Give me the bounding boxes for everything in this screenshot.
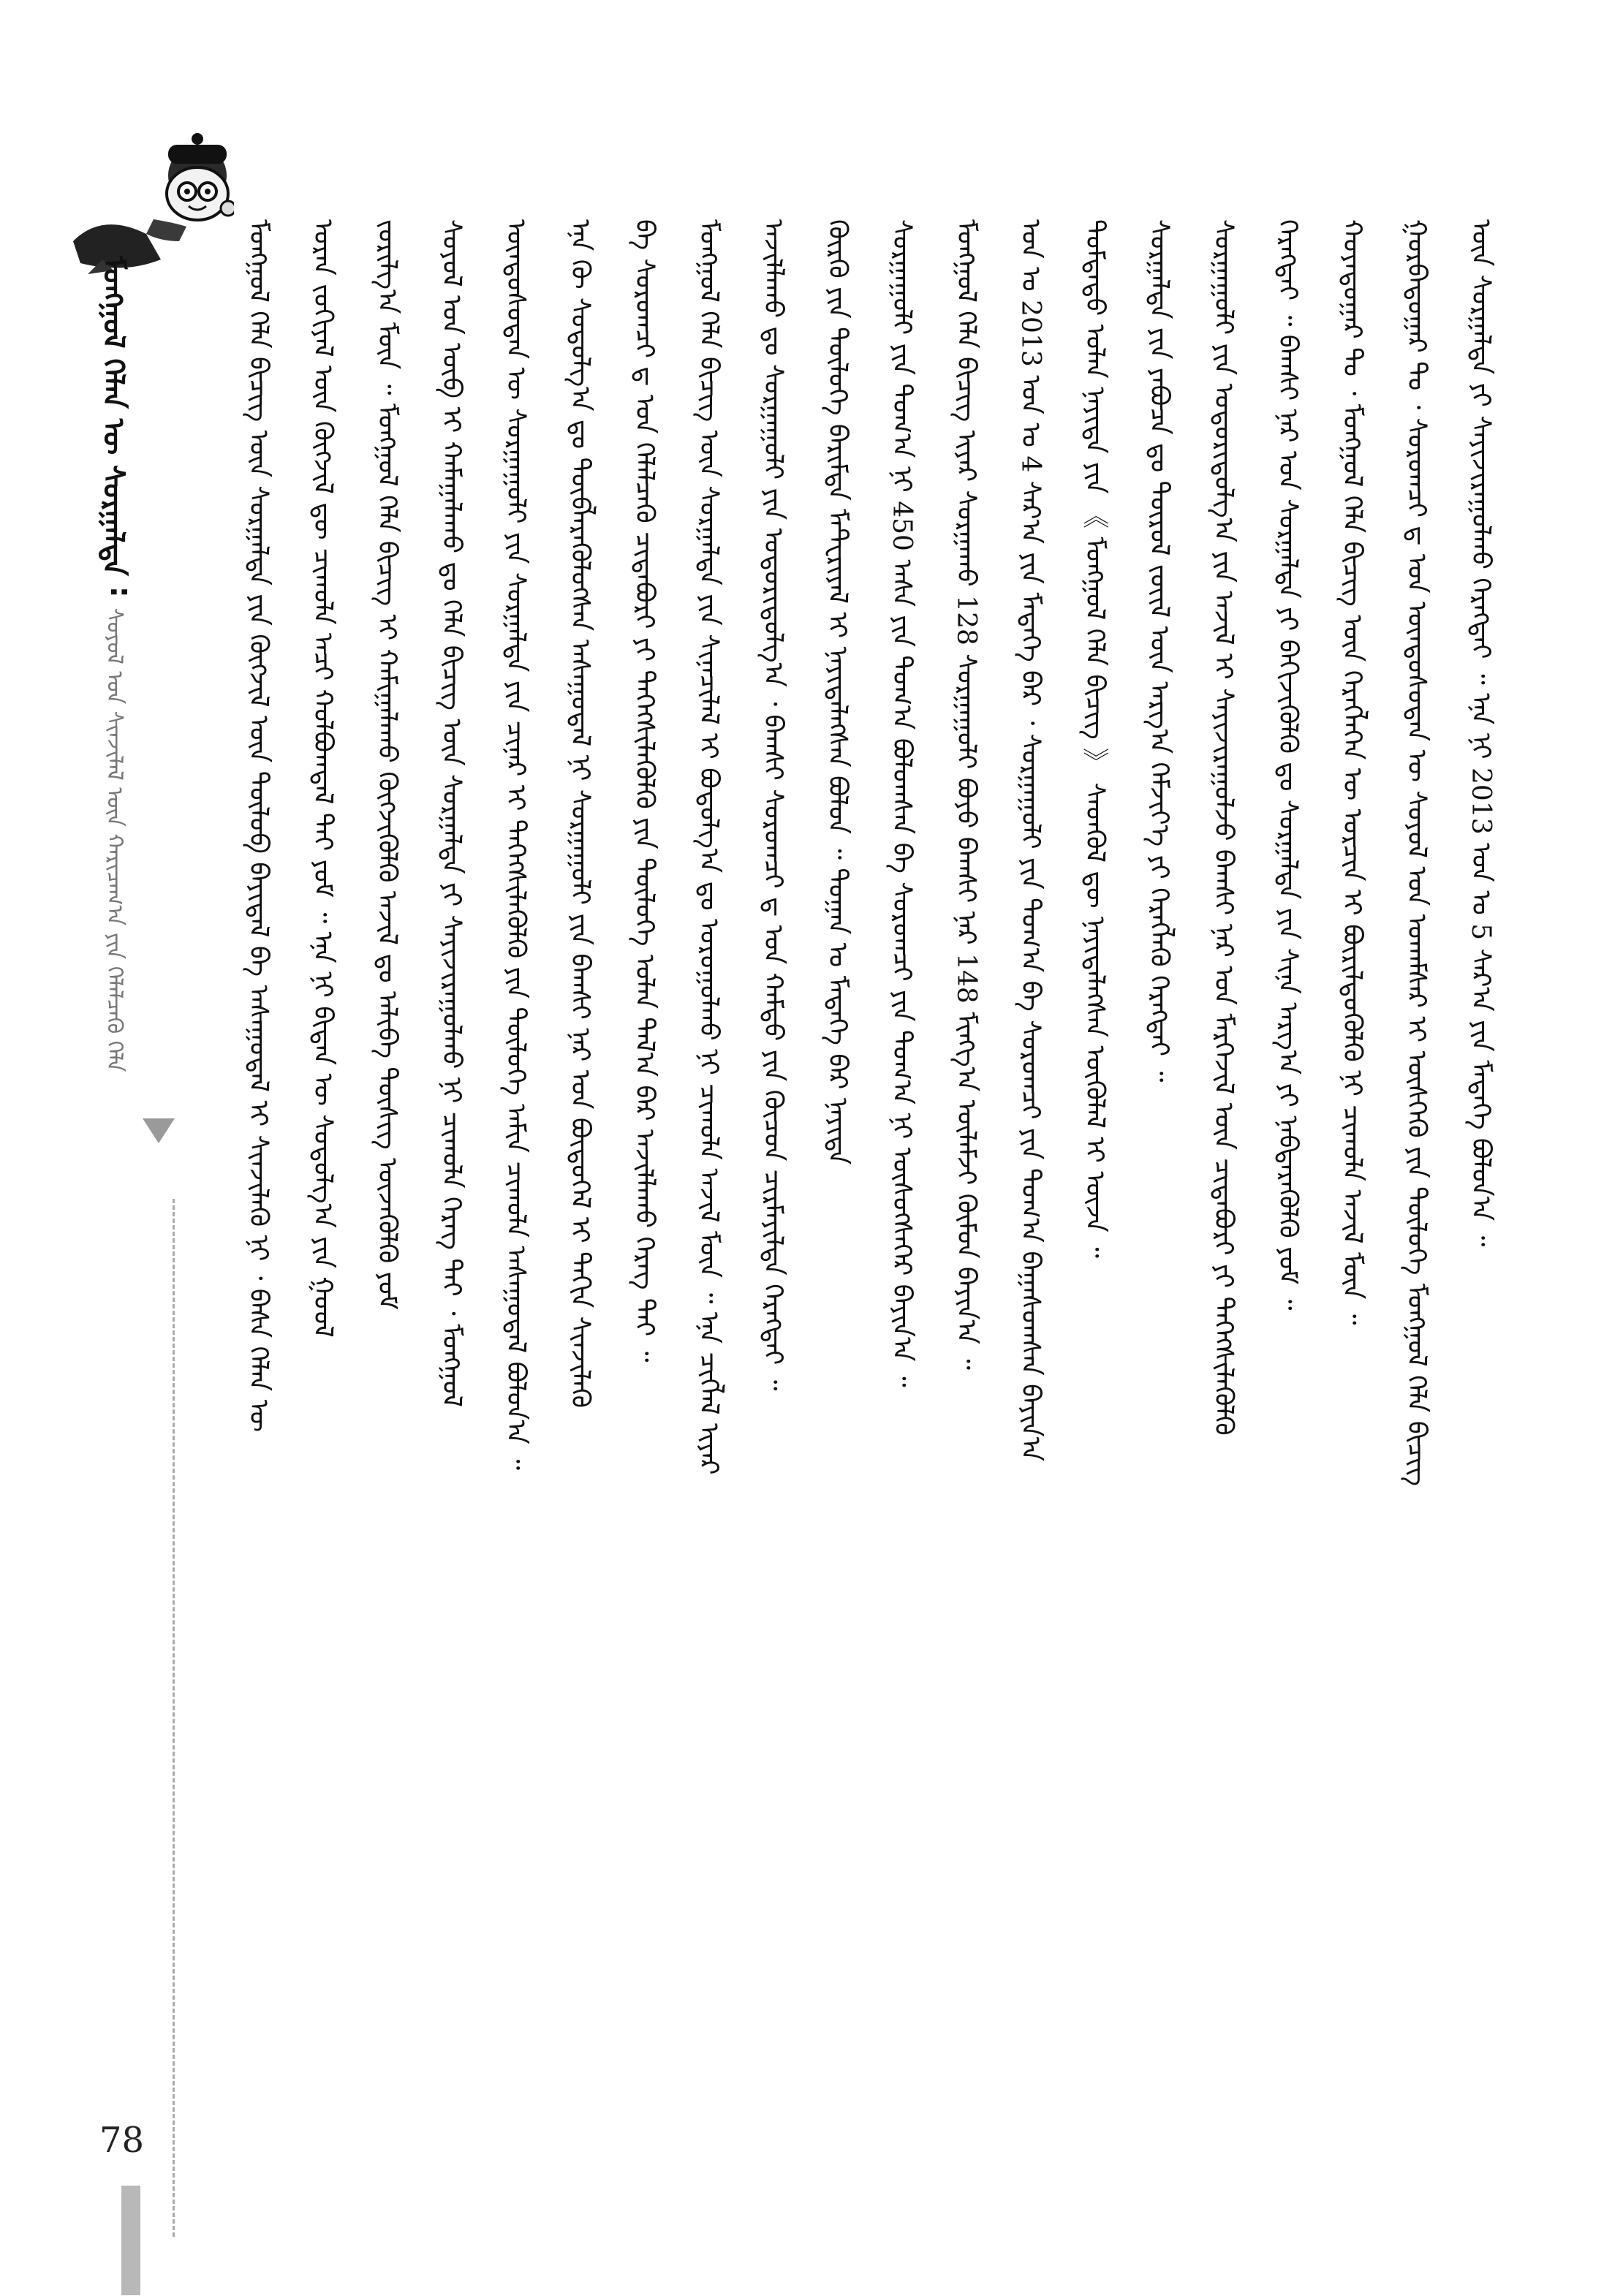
text-column-line: ᠬᠡᠷᠡᠭᠲᠡᠶ ᠃ ᠪᠠᠭᠰᠢ ᠨᠠᠷ ᠤᠨ ᠰᠤᠷᠭᠠᠯᠲᠠ ᠶᠢ ᠪᠡᠬᠢᠵᠢᠭᠦᠯᠬᠦ ᠳᠤ ᠰᠤᠷᠭᠠᠯᠲᠠ ᠶᠢᠨ ᠰᠢᠨᠡ ᠠᠷᠭ᠎ᠠ ᠶᠢ ᠨᠡᠪᠲᠡᠷᠡᠭᠦᠯᠬᠦ ᠶᠤᠮ ᠃ [1273,219,1303,1311]
header-subtitle: ᠰᠣᠶᠣᠯ ᠤᠨ ᠰᠢᠨᠵᠢᠯᠡᠯ ᠦᠨ ᠬᠠᠷᠢᠴᠠᠭ᠎ᠠ ᠶᠢᠨ ᠬᠡᠯᠡᠯᠴᠡᠬᠦ ᠬᠡᠯᠡ [102,607,128,1072]
text-column [1006,219,1054,2076]
text-column [491,219,540,2076]
text-column [749,219,797,2076]
text-column [1199,219,1247,2076]
text-column-line: ᠬᠦᠷᠬᠦ ᠶᠢᠨ ᠲᠥᠯᠥᠭᠡ ᠪᠠᠷᠢᠮᠲᠠ ᠮᠠᠲ᠋ᠧᠷᠢᠶᠠᠯ ᠢ ᠨᠡᠶᠢᠲᠡᠯᠡᠭᠰᠡᠨ ᠪᠣᠯᠤᠨ ᠃ ᠲᠣᠭᠠᠨ ᠤ ᠮᠡᠳᠡᠭᠡ ᠪᠡᠷ ᠨᠡᠶᠢᠲᠡ [822,219,852,1165]
text-column [942,219,990,2076]
text-column-line: ᠭᠤᠷᠪᠠᠳᠤᠭᠠᠷ ᠲᠤ ᠂ ᠰᠤᠷᠤᠭᠴᠢ ᠳ ᠤᠨ ᠦᠨᠳᠦᠰᠦᠲᠡᠨ ᠦ ᠰᠣᠶᠣᠯ ᠤᠨ ᠤᠬᠠᠮᠰᠠᠷ ᠢ ᠥᠰᠬᠡᠬᠦ ᠶᠢᠨ ᠲᠥᠯᠥᠭᠡ ᠮᠣᠩᠭᠣᠯ ᠬᠡᠯᠡ ᠪᠢᠴᠢᠭ [1401,219,1431,1486]
text-column [427,219,475,2076]
text-column-line: ᠰᠤᠷᠭᠠᠭᠤᠯᠢ ᠶᠢᠨ ᠲᠣᠭ᠎ᠠ ᠨᠢ 450 ᠠᠰᠠ ᠶᠢᠨ ᠲᠣᠭ᠎ᠠ ᠪᠣᠯᠤᠭᠰᠠᠨ ᠪᠠ ᠰᠤᠷᠤᠭᠴᠢ ᠶᠢᠨ ᠲᠣᠭ᠎ᠠ ᠨᠢ ᠥᠰᠦᠭᠰᠡᠭᠡᠷ ᠪᠠᠶᠢᠨ᠎ᠠ ᠃ [887,219,917,1387]
text-column-line: ᠤᠷᠠᠨ ᠵᠣᠬᠢᠶᠠᠯ ᠦᠨ ᠬᠥᠭᠵᠢᠯ ᠳᠦ ᠴᠢᠬᠤᠯᠠ ᠠᠴᠢ ᠬᠣᠯᠪᠣᠭᠳᠠᠯ ᠲᠠᠢ ᠶᠤᠮ ᠃ ᠡᠨᠡ ᠨᠢ ᠪᠢᠳᠡᠨ ᠦ ᠰᠤᠳᠤᠯᠭ᠎ᠠ ᠶᠢᠨ ᠭᠣᠣᠯ [308,219,338,1338]
text-column-line: ᠰᠣᠶᠣᠯ ᠤᠨ ᠥᠪ ᠢ ᠬᠠᠮᠠᠭᠠᠯᠠᠬᠤ ᠳᠤ ᠬᠡᠯᠡ ᠪᠢᠴᠢᠭ ᠦᠨ ᠰᠤᠷᠭᠠᠯᠲᠠ ᠶᠢ ᠰᠠᠶᠢᠵᠢᠷᠠᠭᠤᠯᠬᠤ ᠨᠢ ᠴᠢᠬᠤᠯᠠ ᠬᠡᠷᠡᠭ ᠲᠡᠢ ᠂ ᠮᠣᠩᠭᠣᠯ [436,219,466,1408]
text-column-line: ᠦᠨᠳᠦᠰᠦᠲᠡᠨ ᠦ ᠰᠤᠷᠭᠠᠭᠤᠯᠢ ᠶᠢᠨ ᠰᠤᠷᠭᠠᠯᠲᠠ ᠶᠢᠨ ᠴᠢᠨᠠᠷ ᠢ ᠳᠡᠭᠡᠭᠰᠢᠯᠡᠭᠦᠯᠬᠦ ᠶᠢᠨ ᠲᠥᠯᠥᠭᠡ ᠠᠮᠢᠨ ᠴᠢᠬᠤᠯᠠ ᠠᠰᠠᠭᠤᠳᠠᠯ ᠪᠣᠯᠤᠨ᠎ᠠ ᠃ [501,219,531,1471]
text-column [813,219,861,2076]
text-column-line: ᠵᠣᠷᠢᠯᠭ᠎ᠠ ᠮᠥᠨ ᠃ ᠮᠣᠩᠭᠣᠯ ᠬᠡᠯᠡ ᠪᠢᠴᠢᠭ ᠢ ᠬᠠᠮᠢᠭᠠᠯᠠᠬᠤ ᠬᠥᠭᠵᠢᠭᠦᠯᠬᠦ ᠠᠵᠢᠯ ᠳᠤ ᠠᠯᠢᠪᠠ ᠲᠦᠰᠢᠭ ᠦᠵᠡᠭᠦᠯᠬᠦ ᠶᠤᠮ [372,219,402,1310]
text-column-line: ᠦᠨ ᠰᠤᠷᠭᠠᠯᠲᠠ ᠶᠢ ᠰᠠᠶᠢᠵᠢᠷᠠᠭᠤᠯᠬᠤ ᠬᠡᠷᠡᠭᠲᠡᠶ ᠃ ᠡᠨᠡ ᠨᠢ 2013 ᠣᠨ ᠤ 5 ᠰᠠᠷ᠎ᠠ ᠶᠢᠨ ᠮᠡᠳᠡᠭᠡ ᠪᠣᠯᠤᠨ᠎ᠠ ᠃ [1466,219,1496,1247]
text-column [234,219,282,2076]
text-column [620,219,668,2076]
text-column [1328,219,1376,2076]
text-column-line: ᠣᠨ ᠤ 2013 ᠣᠨ ᠤ 4 ᠰᠠᠷ᠎ᠠ ᠶᠢᠨ ᠮᠡᠳᠡᠭᠡ ᠪᠡᠷ ᠂ ᠰᠤᠷᠭᠠᠭᠤᠯᠢ ᠶᠢᠨ ᠲᠣᠭ᠎ᠠ ᠪᠠ ᠰᠤᠷᠤᠭᠴᠢ ᠶᠢᠨ ᠲᠣᠭ᠎ᠠ ᠪᠠᠭᠠᠰᠤᠭᠰᠠᠨ ᠪᠠᠶᠢᠨ᠎ᠠ [1015,219,1045,1462]
text-column-line: ᠠᠵᠢᠯᠯᠠᠬᠤ ᠳᠤ ᠰᠤᠷᠭᠠᠭᠤᠯᠢ ᠶᠢᠨ ᠤᠳᠤᠷᠢᠳᠤᠯᠭ᠎ᠠ ᠂ ᠪᠠᠭᠰᠢ ᠰᠤᠷᠤᠭᠴᠢ ᠳ ᠤᠨ ᠬᠠᠮᠲᠤ ᠶᠢᠨ ᠬᠦᠴᠦᠨ ᠴᠢᠷᠮᠠᠶᠢᠯᠲᠠ ᠬᠡᠷᠡᠭᠲᠡᠶ ᠃ [758,219,788,1391]
text-column-line: ᠪᠠ ᠰᠤᠷᠤᠭᠴᠢ ᠳ ᠤᠨ ᠬᠡᠯᠡᠯᠴᠡᠬᠦ ᠴᠢᠳᠠᠪᠤᠷᠢ ᠶᠢ ᠳᠡᠭᠡᠭᠰᠢᠯᠡᠭᠦᠯᠬᠦ ᠶᠢᠨ ᠲᠥᠯᠥᠭᠡ ᠣᠯᠠᠨ ᠲᠠᠯ᠎ᠠ ᠪᠠᠷ ᠠᠵᠢᠯᠯᠠᠬᠤ ᠬᠡᠷᠡᠭ ᠲᠡᠢ ᠃ [629,219,659,1363]
text-column-line: ᠰᠤᠷᠭᠠᠯᠲᠠ ᠶᠢᠨ ᠶᠠᠪᠤᠴᠠ ᠳᠤ ᠲᠥᠷᠥᠯ ᠵᠦᠢᠯ ᠦᠨ ᠠᠷᠭ᠎ᠠ ᠬᠡᠮᠵᠢᠶ᠎ᠡ ᠶᠢ ᠬᠡᠷᠡᠭᠯᠡᠬᠦ ᠬᠡᠷᠡᠭᠲᠡᠶ ᠃ [1144,219,1174,1083]
text-column [1392,219,1440,2076]
header-title: ᠮᠣᠩᠭᠣᠯ ᠬᠡᠯᠡᠨ ᠦ ᠰᠤᠷᠭᠠᠯᠲᠠ [97,256,130,576]
page-edge-tab [121,2186,140,2295]
text-column [1070,219,1119,2076]
text-column-line: ᠮᠣᠩᠭᠣᠯ ᠬᠡᠯᠡ ᠪᠢᠴᠢᠭ ᠢᠶᠡᠷ ᠰᠤᠷᠭᠠᠬᠤ 128 ᠰᠤᠷᠭᠠᠭᠤᠯᠢ ᠪᠤᠶᠤ ᠪᠠᠭᠰᠢ ᠨᠠᠷ 148 ᠮᠢᠩᠭ᠎ᠠ ᠦᠯᠡᠮᠵᠢ ᠬᠦᠮᠦᠨ ᠪᠠᠶᠢᠨ᠎ᠠ ᠃ [951,219,981,1370]
header-triangle-marker [143,1118,175,1143]
body-text [219,219,1521,2076]
text-column [363,219,411,2076]
page-number: 78 [99,2120,145,2161]
header-colon: : [104,586,137,598]
text-column [1263,219,1312,2076]
text-column-line: ᠰᠤᠷᠭᠠᠭᠤᠯᠢ ᠶᠢᠨ ᠤᠳᠤᠷᠢᠳᠤᠯᠭ᠎ᠠ ᠶᠢᠨ ᠠᠵᠢᠯ ᠢ ᠰᠠᠶᠢᠵᠢᠷᠠᠭᠤᠯᠵᠤ ᠪᠠᠭᠰᠢ ᠨᠠᠷ ᠤᠨ ᠮᠡᠷᠭᠡᠵᠢᠯ ᠦᠨ ᠴᠢᠳᠠᠪᠤᠷᠢ ᠶᠢ ᠳᠡᠭᠡᠭᠰᠢᠯᠡᠭᠦᠯᠬᠦ [1208,219,1238,1436]
text-column-line: ᠳᠤᠮᠳᠠᠳᠤ ᠣᠯᠠᠨ ᠨᠡᠶᠢᠲᠡ ᠶᠢᠨ 《 ᠮᠣᠩᠭᠣᠯ ᠬᠡᠯᠡ ᠪᠢᠴᠢᠭ 》 ᠰᠡᠳᠬᠦᠯ ᠳᠦ ᠨᠡᠶᠢᠲᠡᠯᠡᠭᠰᠡᠨ ᠥᠭᠦᠯᠡᠯ ᠢ ᠦᠵᠡ ᠃ [1080,219,1110,1258]
text-column [1135,219,1183,2076]
text-column-line: ᠮᠣᠩᠭᠣᠯ ᠬᠡᠯᠡ ᠪᠢᠴᠢᠭ ᠦᠨ ᠰᠤᠷᠭᠠᠯᠲᠠ ᠶᠢᠨ ᠬᠥᠭᠵᠢᠯ ᠦᠨ ᠲᠥᠯᠥᠪ ᠪᠠᠶᠢᠳᠠᠯ ᠪᠠ ᠠᠰᠠᠭᠤᠳᠠᠯ ᠢ ᠰᠢᠨᠵᠢᠯᠡᠬᠦ ᠨᠢ ᠂ ᠪᠠᠰᠠ ᠬᠡᠯᠡᠨ ᠦ [243,219,273,1433]
text-column-line: ᠡᠨᠡ ᠬᠦ ᠰᠤᠳᠤᠯᠭ᠎ᠠ ᠳᠤ ᠲᠥᠪᠯᠡᠷᠡᠭᠦᠯᠦᠭᠰᠡᠨ ᠠᠰᠠᠭᠤᠳᠠᠯ ᠨᠢ ᠰᠤᠷᠭᠠᠭᠤᠯᠢ ᠶᠢᠨ ᠪᠠᠭᠰᠢ ᠨᠠᠷ ᠤᠨ ᠪᠦᠲᠦᠭᠡᠯ ᠢ ᠳᠠᠬᠢᠨ ᠰᠢᠨᠵᠢᠯᠡᠬᠦ [565,219,595,1409]
text-column [684,219,733,2076]
text-column-line: ᠮᠣᠩᠭᠣᠯ ᠬᠡᠯᠡ ᠪᠢᠴᠢᠭ ᠦᠨ ᠰᠤᠷᠭᠠᠯᠲᠠ ᠶᠢᠨ ᠰᠢᠨᠡᠴᠢᠯᠡᠯ ᠢ ᠪᠣᠳᠤᠯᠭ᠎ᠠ ᠳᠤ ᠣᠷᠤᠭᠤᠯᠬᠤ ᠨᠢ ᠴᠢᠬᠤᠯᠠ ᠠᠵᠢᠯ ᠮᠥᠨ ᠃ ᠡᠨᠡ ᠴᠢᠭᠯᠡᠯ ᠢᠶᠡᠷ [694,219,724,1475]
header-dashed-rule [173,1199,175,2237]
running-header [88,256,154,1162]
text-column-line: ᠬᠣᠶᠠᠳᠤᠭᠠᠷ ᠲᠤ ᠂ ᠮᠣᠩᠭᠣᠯ ᠬᠡᠯᠡ ᠪᠢᠴᠢᠭ ᠦᠨ ᠬᠡᠷᠡᠭᠯᠡᠭᠡᠨ ᠦ ᠣᠷᠴᠢᠨ ᠢ ᠪᠦᠷᠢᠯᠳᠦᠭᠦᠯᠬᠦ ᠨᠢ ᠴᠢᠬᠤᠯᠠ ᠠᠵᠢᠯ ᠮᠥᠨ ᠃ [1337,219,1367,1325]
text-column [877,219,926,2076]
text-column [298,219,347,2076]
text-column [556,219,604,2076]
text-column [1456,219,1505,2076]
